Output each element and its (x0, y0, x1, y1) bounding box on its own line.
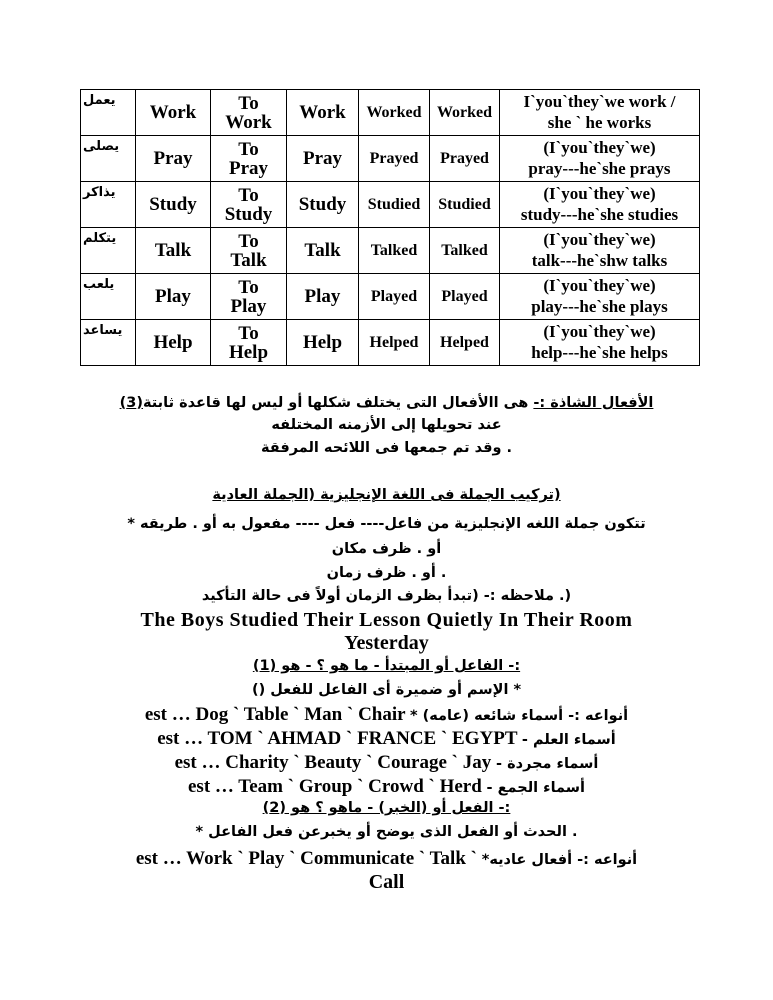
present-form-cell (287, 320, 359, 366)
arabic-meaning-cell (81, 320, 136, 366)
types-abstract-line (0, 752, 773, 774)
infinitive-cell-text: To (238, 138, 259, 160)
arabic-meaning-cell (81, 274, 136, 320)
irregular-line-3: . وقد تم جمعها فى اللائحه المرفقة (260, 440, 513, 456)
table-row (81, 136, 700, 182)
infinitive-cell-text: Pray (228, 157, 269, 179)
types-abstract-label: - أسماء مجردة (495, 756, 599, 772)
verb-table (80, 89, 700, 366)
past-simple-cell (359, 90, 430, 136)
arabic-meaning-cell-text: يتكلم (83, 231, 117, 246)
past-simple-cell (359, 136, 430, 182)
types-common-examples: est … Dog ` Table ` Man ` Chair (144, 704, 406, 725)
present-conjugation-cell (500, 320, 700, 366)
sentence-structure-heading: (تركيب الجملة فى اللغة الإنجليزية (الجملة العادية (212, 487, 561, 503)
structure-line-2: أو . ظرف مكان (331, 541, 442, 557)
base-form-cell (136, 182, 211, 228)
present-conjugation-cell-text: (I`you`they`we) (543, 322, 656, 342)
subject-definition: * الإسم أو ضميرة أى الفاعل للفعل () (251, 682, 522, 698)
verb-types-label: *أنواعه :- أفعال عاديه (481, 852, 638, 868)
past-participle-cell-text: Played (441, 287, 488, 305)
present-conjugation-cell (500, 182, 700, 228)
past-participle-cell (430, 90, 500, 136)
infinitive-cell (211, 320, 287, 366)
arabic-meaning-cell-text: يلعب (83, 277, 115, 292)
infinitive-cell-text: To (238, 276, 259, 298)
present-conjugation-cell (500, 228, 700, 274)
arabic-meaning-cell (81, 182, 136, 228)
example-sentence-line-1: The Boys Studied Their Lesson Quietly In Their Room (140, 609, 633, 631)
infinitive-cell (211, 136, 287, 182)
present-form-cell-text: Work (299, 102, 346, 123)
present-conjugation-cell-text: (I`you`they`we) (543, 138, 656, 158)
structure-line-1: تتكون جملة اللغه الإنجليزية من فاعل---- فعل ---- مفعول به أو . طريقه * (127, 516, 646, 532)
base-form-cell (136, 274, 211, 320)
infinitive-cell-text: To (238, 184, 259, 206)
base-form-cell-text: Talk (154, 240, 192, 261)
verb-heading (0, 800, 773, 816)
present-conjugation-cell-text: talk---he`shw talks (531, 250, 668, 270)
verb-types-examples: est … Work ` Play ` Communicate ` Talk ` (135, 848, 477, 869)
present-conjugation-cell-text: play---he`she plays (531, 296, 668, 316)
arabic-meaning-cell-text: يذاكر (83, 185, 116, 200)
types-proper-line (0, 728, 773, 750)
infinitive-cell (211, 182, 287, 228)
subject-heading-text: :- الفاعل أو المبتدأ - ما هو ؟ - هو (1) (252, 658, 521, 674)
present-conjugation-cell-text: I`you`they`we work / (523, 92, 676, 112)
infinitive-cell (211, 90, 287, 136)
verb-types-line (0, 848, 773, 870)
infinitive-cell-text: To (238, 92, 259, 114)
infinitive-cell-text: To (238, 322, 259, 344)
present-form-cell (287, 228, 359, 274)
example-sentence-line-2: Yesterday (344, 632, 429, 654)
table-row (81, 274, 700, 320)
present-conjugation-cell-text: (I`you`they`we) (543, 276, 656, 296)
table-row (81, 90, 700, 136)
irregular-title: الأفعال الشاذة :- (533, 395, 654, 411)
past-participle-cell (430, 182, 500, 228)
present-conjugation-cell-text: pray---he`she prays (528, 158, 671, 178)
types-proper-examples: est … TOM ` AHMAD ` FRANCE ` EGYPT (157, 728, 518, 749)
past-simple-cell (359, 228, 430, 274)
past-simple-cell (359, 182, 430, 228)
present-form-cell (287, 90, 359, 136)
irregular-line-2: عند تحويلها إلى الأزمنه المختلفه (271, 417, 502, 433)
past-simple-cell (359, 320, 430, 366)
base-form-cell (136, 136, 211, 182)
present-form-cell-text: Pray (302, 148, 343, 169)
types-common-line (0, 704, 773, 726)
past-simple-cell-text: Talked (370, 241, 418, 259)
note-line: (. ملاحظه :- (تبدأ بظرف الزمان أولاً فى حالة التأكيد (201, 588, 572, 604)
subject-heading (0, 658, 773, 674)
past-participle-cell (430, 274, 500, 320)
past-participle-cell (430, 228, 500, 274)
present-form-cell (287, 182, 359, 228)
present-conjugation-cell-text: help---he`she helps (531, 342, 668, 362)
base-form-cell-text: Play (155, 286, 191, 307)
past-participle-cell-text: Worked (436, 103, 493, 121)
present-form-cell-text: Study (298, 194, 347, 215)
types-proper-label: - أسماء العلم (521, 732, 616, 748)
past-simple-cell-text: Played (370, 287, 418, 305)
arabic-meaning-cell-text: يصلى (83, 139, 120, 154)
past-simple-cell-text: Prayed (369, 149, 419, 167)
present-form-cell-text: Play (304, 286, 341, 307)
infinitive-cell-text: To (238, 230, 259, 252)
irregular-verbs-line (0, 395, 773, 411)
past-participle-cell-text: Talked (441, 241, 488, 259)
present-form-cell-text: Talk (304, 240, 341, 261)
base-form-cell-text: Study (149, 194, 197, 215)
types-abstract-examples: est … Charity ` Beauty ` Courage ` Jay (174, 752, 492, 773)
past-simple-cell-text: Studied (367, 195, 421, 213)
past-participle-cell-text: Studied (438, 195, 491, 213)
infinitive-cell-text: Work (225, 111, 272, 133)
past-simple-cell (359, 274, 430, 320)
base-form-cell (136, 228, 211, 274)
arabic-meaning-cell-text: يساعد (83, 323, 123, 338)
past-participle-cell-text: Helped (440, 333, 489, 351)
types-common-label: * أنواعه :- أسماء شائعه (عامه) (410, 708, 629, 724)
past-participle-cell-text: Prayed (440, 149, 489, 167)
arabic-meaning-cell-text: يعمل (83, 93, 116, 108)
irregular-text: هى االأفعال التى يختلف شكلها أو ليس لها قاعدة ثابتة (142, 395, 534, 411)
types-collective-label: - أسماء الجمع (486, 780, 585, 796)
present-conjugation-cell-text: (I`you`they`we) (543, 230, 656, 250)
verb-types-line-2: Call (368, 871, 405, 893)
past-participle-cell (430, 136, 500, 182)
past-simple-cell-text: Helped (369, 333, 419, 351)
types-collective-line (0, 776, 773, 798)
irregular-number: (3) (119, 395, 143, 411)
structure-line-3: . أو . ظرف زمان (326, 565, 447, 581)
present-conjugation-cell-text: study---he`she studies (520, 204, 679, 224)
arabic-meaning-cell (81, 228, 136, 274)
types-collective-examples: est … Team ` Group ` Crowd ` Herd (188, 776, 482, 797)
infinitive-cell-text: Talk (230, 249, 267, 271)
base-form-cell-text: Help (153, 332, 193, 353)
base-form-cell (136, 90, 211, 136)
arabic-meaning-cell (81, 90, 136, 136)
infinitive-cell (211, 274, 287, 320)
infinitive-cell (211, 228, 287, 274)
past-simple-cell-text: Worked (366, 103, 422, 121)
present-conjugation-cell (500, 136, 700, 182)
present-conjugation-cell (500, 90, 700, 136)
table-row (81, 228, 700, 274)
infinitive-cell-text: Play (230, 295, 267, 317)
present-conjugation-cell (500, 274, 700, 320)
table-row (81, 320, 700, 366)
present-form-cell (287, 136, 359, 182)
infinitive-cell-text: Help (228, 341, 269, 363)
present-form-cell (287, 274, 359, 320)
present-form-cell-text: Help (302, 332, 343, 353)
past-participle-cell (430, 320, 500, 366)
base-form-cell-text: Work (149, 102, 197, 123)
verb-definition: . الحدث أو الفعل الذى يوضح أو يخبرعن فعل الفاعل * (195, 824, 578, 840)
present-conjugation-cell-text: (I`you`they`we) (543, 184, 656, 204)
infinitive-cell-text: Study (224, 203, 273, 225)
table-row (81, 182, 700, 228)
base-form-cell-text: Pray (153, 148, 193, 169)
base-form-cell (136, 320, 211, 366)
arabic-meaning-cell (81, 136, 136, 182)
verb-heading-text: :- الفعل أو (الخبر) - ماهو ؟ هو (2) (262, 800, 511, 816)
present-conjugation-cell-text: she ` he works (547, 112, 652, 132)
